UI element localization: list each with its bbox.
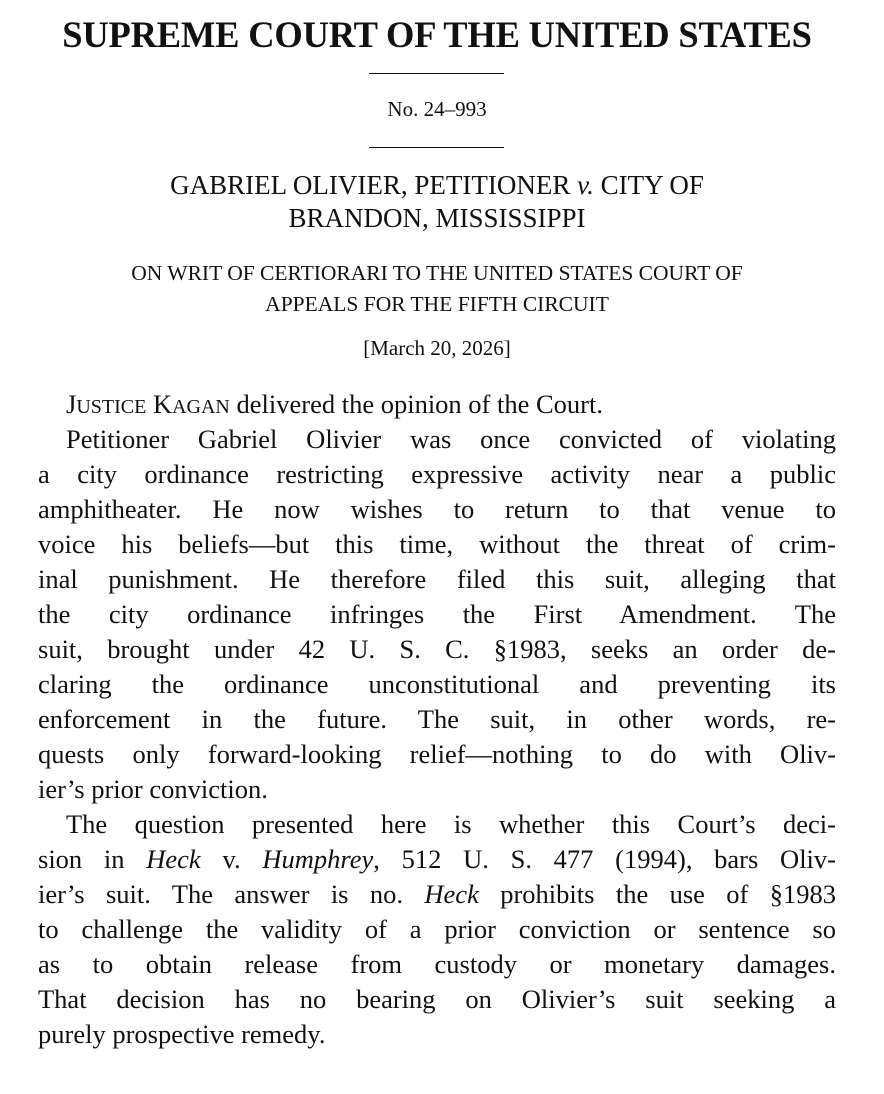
p2-citation: , 512 U. S. 477 (1994), bars Oliv- bbox=[373, 844, 836, 874]
p2-text: prohibits the use of §1983 bbox=[478, 879, 837, 909]
kagan-smallcaps: AGAN bbox=[172, 396, 230, 418]
court-title: SUPREME COURT OF THE UNITED STATES bbox=[62, 14, 812, 55]
case-name-heck: Heck bbox=[146, 844, 201, 874]
author-intro bbox=[38, 387, 836, 422]
paragraph-1-line: voice his beliefs—but this time, without the threat of crim- bbox=[38, 529, 836, 559]
caption-line-2: BRANDON, MISSISSIPPI bbox=[288, 203, 586, 233]
paragraph-2-line: to challenge the validity of a prior conviction or sentence so bbox=[38, 914, 836, 944]
paragraph-1-line: ier’s prior conviction. bbox=[38, 774, 268, 804]
paragraph-1-line: inal punishment. He therefore filed this suit, alleging that bbox=[38, 564, 836, 594]
paragraph-2-line: The question presented here is whether this Court’s deci- bbox=[66, 809, 836, 839]
caption-parties-b: CITY OF bbox=[593, 170, 704, 200]
paragraph-1-line: amphitheater. He now wishes to return to that venue to bbox=[38, 494, 836, 524]
paragraph-1-line: claring the ordinance unconstitutional and preventing its bbox=[38, 669, 836, 699]
paragraph-1-line: a city ordinance restricting expressive activity near a public bbox=[38, 459, 836, 489]
caption-parties-a: GABRIEL OLIVIER, PETITIONER bbox=[170, 170, 578, 200]
delivered-text: delivered the opinion of the Court. bbox=[229, 389, 603, 419]
paragraph-2-line: purely prospective remedy. bbox=[38, 1019, 326, 1049]
case-caption bbox=[38, 169, 836, 235]
top-divider bbox=[369, 73, 504, 74]
paragraph-2-line: as to obtain release from custody or monetary damages. bbox=[38, 949, 836, 979]
docket-number: No. 24–993 bbox=[387, 97, 487, 121]
paragraph-2-line bbox=[38, 842, 836, 877]
p2-text: ier’s suit. The answer is no. bbox=[38, 879, 425, 909]
opinion-body bbox=[38, 387, 836, 1052]
decision-date: [March 20, 2026] bbox=[363, 336, 511, 360]
paragraph-2-line: That decision has no bearing on Olivier’s suit seeking a bbox=[38, 984, 836, 1014]
paragraph-1-line: Petitioner Gabriel Olivier was once convicted of violating bbox=[66, 424, 836, 454]
caption-line-1 bbox=[38, 169, 836, 202]
writ-line-1: ON WRIT OF CERTIORARI TO THE UNITED STATES COURT OF bbox=[131, 261, 743, 285]
writ-statement bbox=[38, 258, 836, 320]
paragraph-1-line: enforcement in the future. The suit, in other words, re- bbox=[38, 704, 836, 734]
caption-divider bbox=[369, 147, 504, 148]
case-name-heck: Heck bbox=[424, 879, 479, 909]
case-name-humphrey: Humphrey bbox=[262, 844, 374, 874]
paragraph-1-line: suit, brought under 42 U. S. C. §1983, seeks an order de- bbox=[38, 634, 836, 664]
kagan-initial: K bbox=[152, 389, 173, 419]
justice-smallcaps: USTICE bbox=[76, 396, 147, 418]
justice-initial: J bbox=[66, 389, 77, 419]
writ-line-2: APPEALS FOR THE FIFTH CIRCUIT bbox=[265, 292, 609, 316]
paragraph-2-line bbox=[38, 877, 836, 912]
caption-versus: v. bbox=[577, 170, 594, 200]
paragraph-1-line: the city ordinance infringes the First Amendment. The bbox=[38, 599, 836, 629]
p2-text: sion in bbox=[38, 844, 147, 874]
paragraph-1-line: quests only forward-looking relief—nothing to do with Oliv- bbox=[38, 739, 836, 769]
p2-versus: v. bbox=[200, 844, 263, 874]
